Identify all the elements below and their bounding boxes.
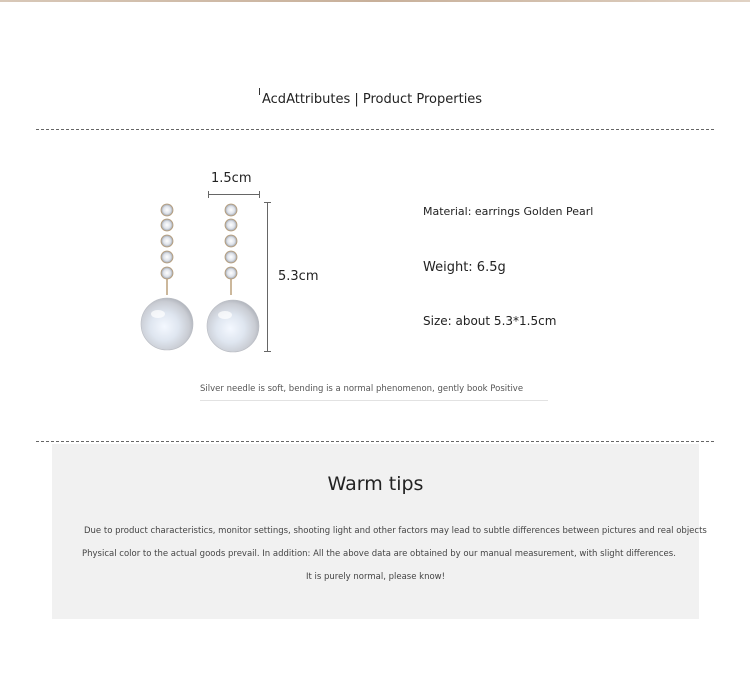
height-dimension-line <box>267 202 268 352</box>
top-border <box>0 0 750 2</box>
warm-tip-line: It is purely normal, please know! <box>305 572 446 582</box>
section-title: AcdAttributes | Product Properties <box>262 92 483 107</box>
dashed-divider-top <box>36 129 714 130</box>
warm-tip-line: Due to product characteristics, monitor settings, shooting light and other factors may lead to subtle differences between pictures and real objects <box>84 526 707 536</box>
left-earring-icon <box>136 198 196 358</box>
weight-spec: Weight: 6.5g <box>423 260 506 275</box>
right-earring-icon <box>201 198 261 358</box>
warm-tips-panel <box>52 444 707 619</box>
material-spec: Material: earrings Golden Pearl <box>423 205 594 218</box>
warm-tips-title: Warm tips <box>327 473 424 495</box>
height-dimension-label: 5.3cm <box>278 269 319 284</box>
width-dimension-label: 1.5cm <box>211 171 252 186</box>
warm-tip-line: Physical color to the actual goods prevail. In addition: All the above data are obtained by our manual measurement, with slight differences. <box>82 549 676 559</box>
note-underline <box>200 400 548 401</box>
product-note: Silver needle is soft, bending is a normal phenomenon, gently book Positive <box>200 384 524 394</box>
dashed-divider-bottom <box>36 441 714 442</box>
width-dimension-line <box>208 194 260 195</box>
heading-tick <box>259 88 260 95</box>
size-spec: Size: about 5.3*1.5cm <box>423 314 557 328</box>
